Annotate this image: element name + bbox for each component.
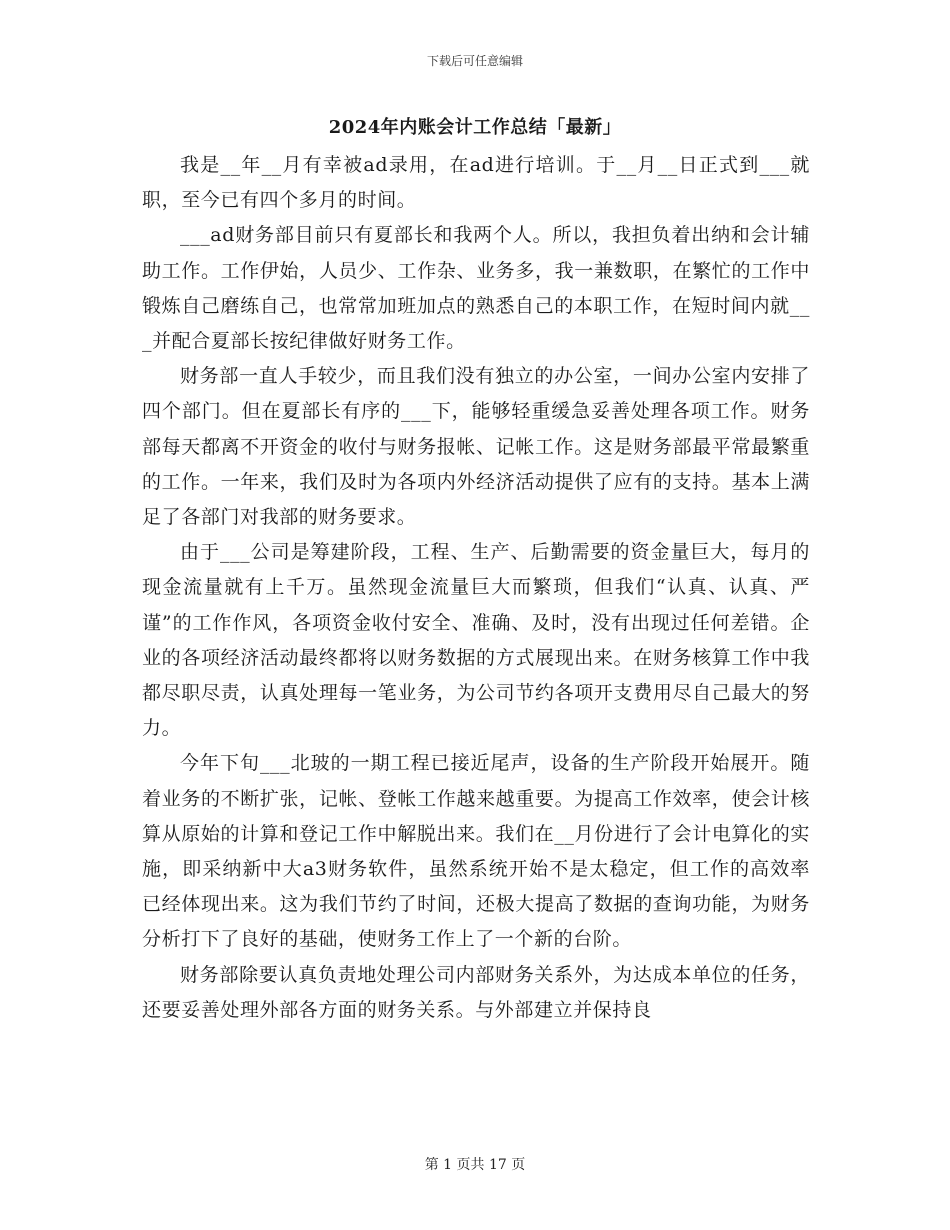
paragraph-3: 财务部一直人手较少，而且我们没有独立的办公室，一间办公室内安排了四个部门。但在夏部长有序的___下，能够轻重缓急妥善处理各项工作。财务部每天都离不开资金的收付与财务报帐、记帐工作。这是财务部最平常最繁重的工作。一年来，我们及时为各项内外经济活动提供了应有的支持。基本上满足了各部门对我部的财务要求。 (142, 365, 810, 529)
paragraph-1: 我是__年__月有幸被ad录用，在ad进行培训。于__月__日正式到___就职，至今已有四个多月的时间。 (142, 154, 810, 212)
document-body (142, 148, 810, 1028)
paragraph-2: ___ad财务部目前只有夏部长和我两个人。所以，我担负着出纳和会计辅助工作。工作伊始，人员少、工作杂、业务多，我一兼数职，在繁忙的工作中锻炼自己磨练自己，也常常加班加点的熟悉自己的本职工作，在短时间内就___并配合夏部长按纪律做好财务工作。 (142, 224, 810, 353)
paragraph-5: 今年下旬___北玻的一期工程已接近尾声，设备的生产阶段开始展开。随着业务的不断扩张，记帐、登帐工作越来越重要。为提高工作效率，使会计核算从原始的计算和登记工作中解脱出来。我们在__月份进行了会计电算化的实施，即采纳新中大a3财务软件，虽然系统开始不是太稳定，但工作的高效率已经体现出来。这为我们节约了时间，还极大提高了数据的查询功能，为财务分析打下了良好的基础，使财务工作上了一个新的台阶。 (142, 752, 810, 951)
paragraph-6: 财务部除要认真负责地处理公司内部财务关系外，为达成本单位的任务，还要妥善处理外部各方面的财务关系。与外部建立并保持良 (142, 963, 810, 1021)
page-number: 第 1 页共 17 页 (424, 1157, 526, 1173)
document-title: 2024年内账会计工作总结「最新」 (328, 117, 622, 138)
paragraph-4: 由于___公司是筹建阶段，工程、生产、后勤需要的资金量巨大，每月的现金流量就有上千万。虽然现金流量巨大而繁琐，但我们“认真、认真、严谨”的工作作风，各项资金收付安全、准确、及时，没有出现过任何差错。企业的各项经济活动最终都将以财务数据的方式展现出来。在财务核算工作中我都尽职尽责，认真处理每一笔业务，为公司节约各项开支费用尽自己最大的努力。 (142, 541, 810, 740)
page-header-note: 下载后可任意编辑 (426, 54, 523, 68)
